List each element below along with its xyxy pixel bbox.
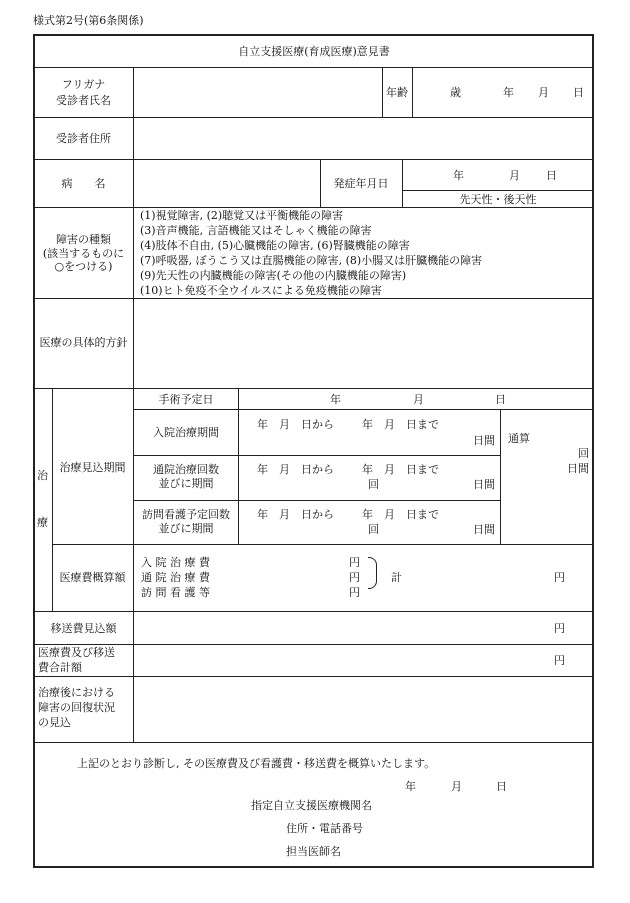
disability-type-label: 障害の種類 [56,233,111,246]
disability-item[interactable]: (4)肢体不自由, (5)心臓機能の障害, (6)腎臓機能の障害 [140,239,410,252]
outpatient-to[interactable]: 年 月 日まで [362,463,439,476]
treatment-label: 療 [37,516,48,529]
days-unit: 日間 [473,523,495,536]
surgery-date-label: 手術予定日 [158,393,214,406]
yen-unit: 円 [349,556,360,569]
form-number: 様式第2号(第6条関係) [33,14,144,27]
visiting-label: 並びに期間 [158,522,214,535]
disability-type-note: ○をつける) [54,260,113,273]
divider [34,611,594,612]
congenital-selector[interactable]: 先天性・後天性 [459,193,537,206]
age-unit: 歳 [450,86,461,99]
birth-year: 年 [503,86,514,99]
disability-item[interactable]: (7)呼吸器, ぼうこう又は直腸機能の障害, (8)小腸又は肝臓機能の障害 [140,254,483,267]
divider [134,500,500,501]
treatment-label: 治 [37,469,48,482]
inpatient-to[interactable]: 年 月 日まで [362,418,439,431]
sum-label: 計 [391,571,402,584]
cost-estimate-label: 医療費概算額 [59,571,126,584]
surgery-day: 日 [495,393,506,406]
form-title: 自立支援医療(育成医療)意見書 [238,45,390,58]
expected-period-label: 治療見込期間 [59,461,126,474]
divider [34,207,594,208]
divider [500,410,501,544]
cost-inpatient-label: 入 院 治 療 費 [141,556,210,569]
patient-name-field[interactable] [135,69,380,115]
inpatient-from[interactable]: 年 月 日から [257,418,334,431]
divider [34,67,594,68]
total-days-unit: 日間 [567,462,589,475]
divider [34,388,594,389]
divider [34,159,594,160]
outpatient-from[interactable]: 年 月 日から [257,463,334,476]
recovery-label: 障害の回復状況 [38,701,115,714]
divider [133,612,134,742]
patient-name-label: 受診者氏名 [56,94,111,107]
birth-month: 月 [538,86,549,99]
divider [238,389,239,544]
disease-label: 病 名 [61,177,106,190]
visiting-label: 訪問看護予定回数 [142,508,230,521]
transport-label: 移送費見込額 [50,622,117,635]
divider [34,117,594,118]
sign-day: 日 [496,780,507,793]
recovery-label: 治療後における [38,686,115,699]
sign-month: 月 [451,780,462,793]
medical-transport-label: 医療費及び移送 [38,646,115,659]
doctor-label: 担当医師名 [286,845,341,858]
sign-year: 年 [405,780,416,793]
divider [34,298,594,299]
disability-item[interactable]: (10)ヒト免疫不全ウイルスによる免疫機能の障害 [140,284,382,297]
divider [34,644,594,645]
furigana-label: フリガナ [61,78,106,91]
yen-unit: 円 [554,654,565,667]
disability-item[interactable]: (3)音声機能, 言語機能又はそしゃく機能の障害 [140,224,372,237]
disease-field[interactable] [135,161,318,206]
outpatient-times-unit: 回 [368,478,379,491]
recovery-field[interactable] [135,678,592,741]
divider [412,68,413,117]
address-label: 受診者住所 [56,132,111,145]
divider [402,190,594,191]
brace-icon [368,557,377,589]
yen-unit: 円 [554,622,565,635]
surgery-month: 月 [413,393,424,406]
days-unit: 日間 [473,478,495,491]
outpatient-label: 並びに期間 [158,477,214,490]
visiting-times-unit: 回 [368,523,379,536]
cost-visiting-label: 訪 問 看 護 等 [141,586,210,599]
divider [134,409,594,410]
divider [34,742,594,743]
inpatient-label: 入院治療期間 [153,426,219,439]
statement-text: 上記のとおり診断し, その医療費及び看護費・移送費を概算いたします。 [77,757,436,770]
yen-unit: 円 [349,571,360,584]
institution-label: 指定自立支援医療機関名 [251,799,372,812]
disability-item[interactable]: (9)先天性の内臓機能の障害(その他の内臓機能の障害) [140,269,407,282]
onset-month: 月 [509,169,520,182]
surgery-year: 年 [330,393,341,406]
yen-unit: 円 [554,571,565,584]
address-phone-label: 住所・電話番号 [286,822,363,835]
treatment-policy-label: 医療の具体的方針 [39,336,128,349]
address-field[interactable] [135,119,592,158]
recovery-label: の見込 [38,716,71,729]
divider [134,455,500,456]
visiting-from[interactable]: 年 月 日から [257,508,334,521]
medical-transport-label: 費合計額 [38,661,82,674]
onset-label: 発症年月日 [333,177,389,190]
birth-day: 日 [573,86,584,99]
treatment-policy-field[interactable] [135,300,592,387]
total-label: 通算 [508,432,530,445]
disability-item[interactable]: (1)視覚障害, (2)聴覚又は平衡機能の障害 [140,209,344,222]
divider [34,676,594,677]
visiting-to[interactable]: 年 月 日まで [362,508,439,521]
days-unit: 日間 [473,434,495,447]
disability-type-note: (該当するものに [42,247,125,260]
total-times-unit: 回 [578,447,589,460]
outpatient-label: 通院治療回数 [153,463,219,476]
yen-unit: 円 [349,586,360,599]
age-label: 年齢 [386,86,408,99]
cost-outpatient-label: 通 院 治 療 費 [141,571,210,584]
onset-day: 日 [546,169,557,182]
onset-year: 年 [453,169,464,182]
